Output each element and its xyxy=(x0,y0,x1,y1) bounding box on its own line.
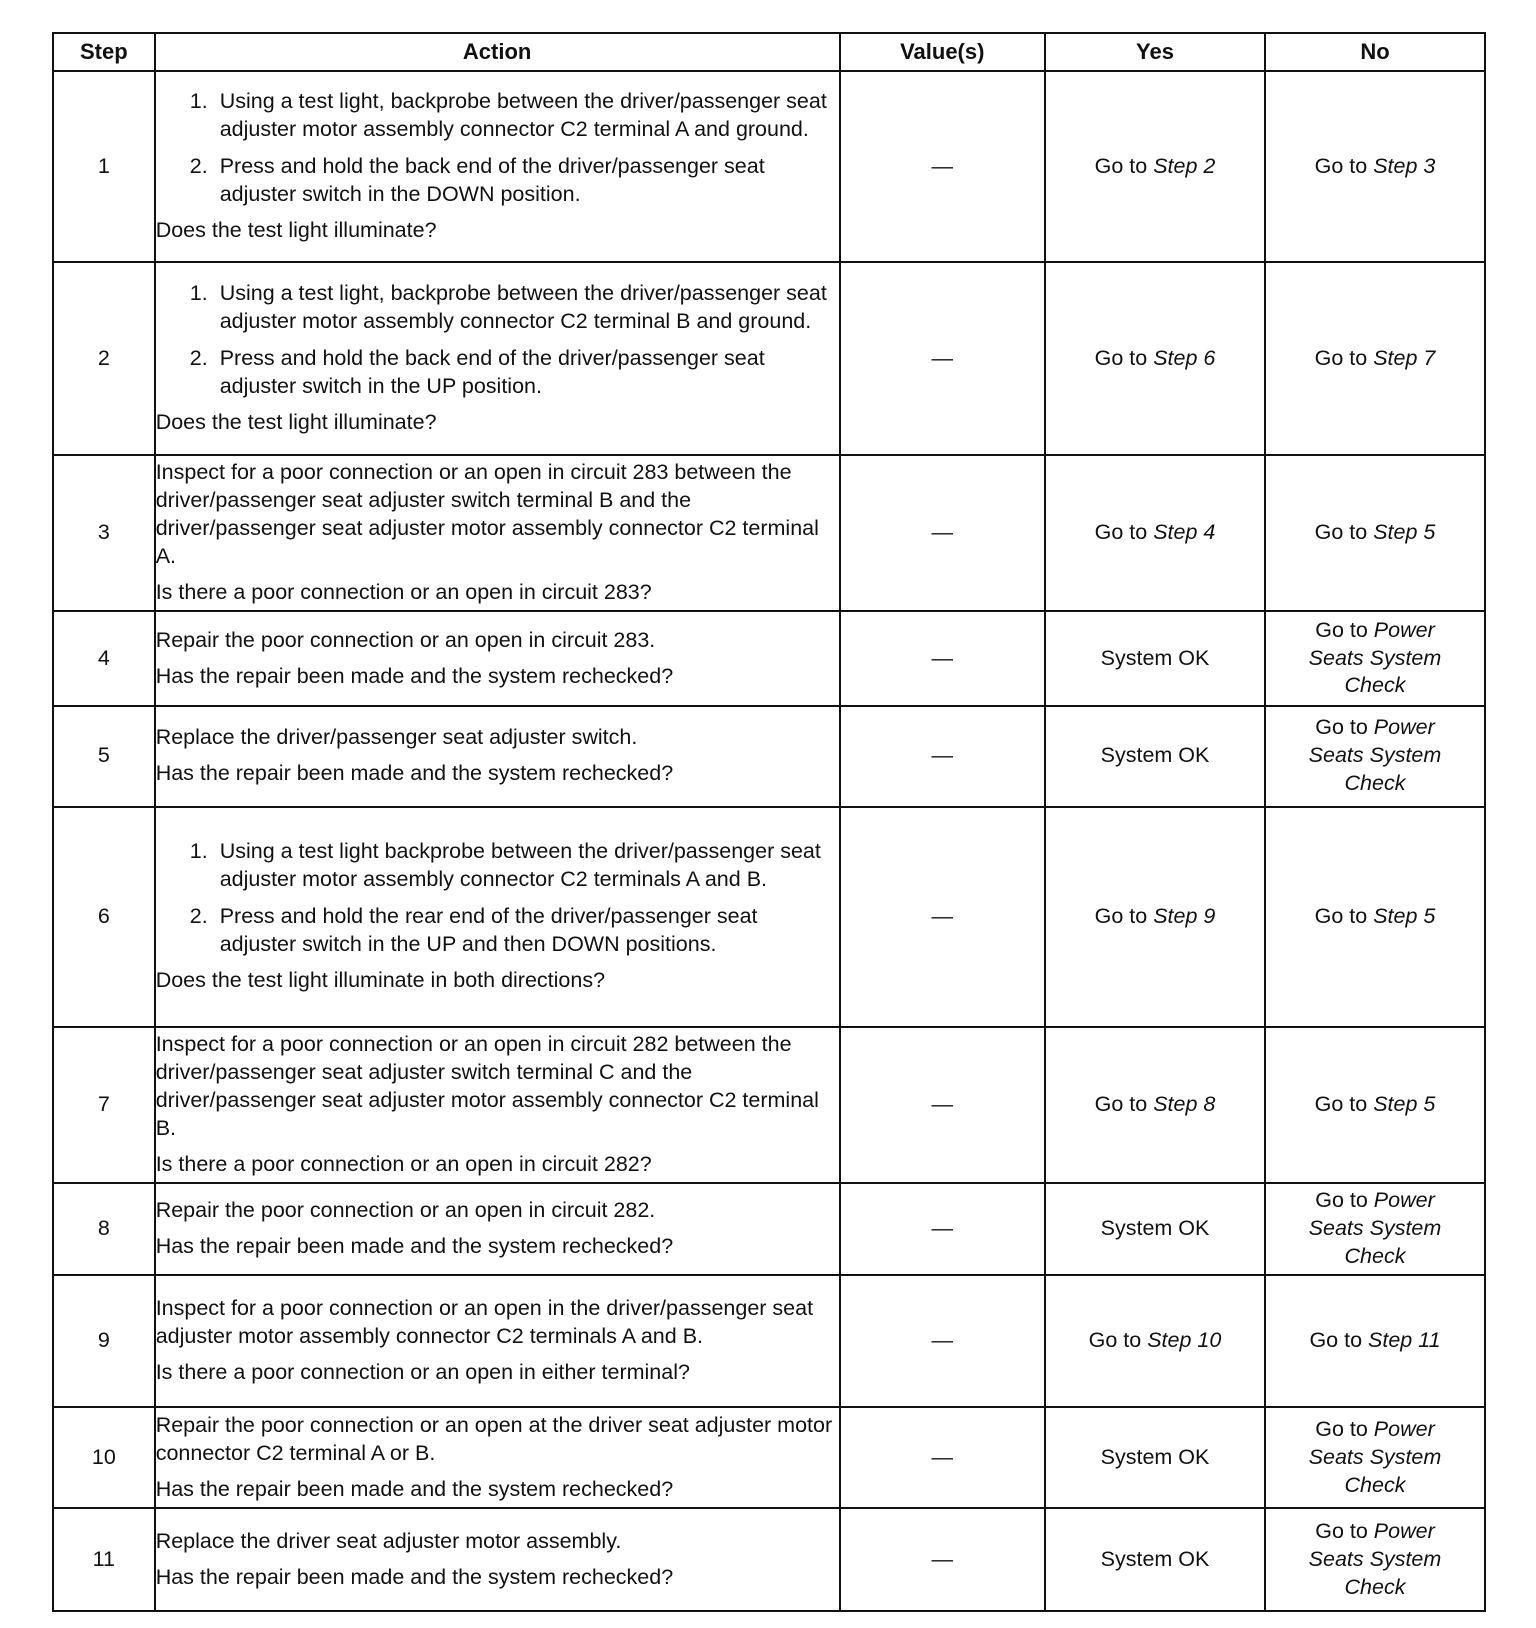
no-outcome-prefix: Go to xyxy=(1315,617,1368,642)
yes-outcome-prefix: Go to xyxy=(1094,153,1148,178)
header-values: Value(s) xyxy=(840,33,1045,71)
yes-cell xyxy=(1045,807,1265,1027)
action-instructions xyxy=(156,838,839,959)
no-cell xyxy=(1265,1275,1485,1407)
no-outcome-prefix: Go to xyxy=(1315,1188,1368,1213)
no-outcome-prefix: Go to xyxy=(1314,345,1368,370)
step-number: 11 xyxy=(53,1508,155,1611)
no-outcome-prefix: Go to xyxy=(1315,715,1368,740)
action-instruction: 2. Press and hold the back end of the driver/passenger seat adjuster switch in the DOWN position. xyxy=(214,153,839,209)
step-number: 5 xyxy=(53,706,155,807)
no-outcome-target: Step 11 xyxy=(1368,1328,1441,1353)
no-cell xyxy=(1265,1508,1485,1611)
value-dash: — xyxy=(931,153,954,178)
no-cell xyxy=(1265,455,1485,612)
yes-cell xyxy=(1045,1508,1265,1611)
action-cell xyxy=(155,455,840,612)
yes-outcome-prefix: Go to xyxy=(1094,903,1148,928)
action-text: Inspect for a poor connection or an open in the driver/passenger seat adjuster motor assembly connector C2 terminals A and B. xyxy=(155,1296,814,1349)
value-dash: — xyxy=(931,345,954,370)
no-outcome-target: Power Seats System Check xyxy=(1308,1518,1442,1599)
value-cell xyxy=(840,706,1045,807)
action-instructions xyxy=(156,280,839,401)
step-number: 9 xyxy=(53,1275,155,1407)
value-cell xyxy=(840,455,1045,612)
header-no: No xyxy=(1265,33,1485,71)
table-row xyxy=(53,262,1485,454)
table-body xyxy=(53,71,1485,1611)
no-cell xyxy=(1265,611,1485,705)
yes-outcome-target: Step 4 xyxy=(1153,520,1216,545)
value-dash: — xyxy=(931,645,954,670)
table-row xyxy=(53,71,1485,262)
action-question: Has the repair been made and the system rechecked? xyxy=(155,663,674,688)
no-outcome-target: Step 5 xyxy=(1373,903,1436,928)
value-cell xyxy=(840,1275,1045,1407)
yes-cell xyxy=(1045,1275,1265,1407)
yes-outcome-prefix: System OK xyxy=(1100,1444,1210,1469)
yes-outcome-prefix: Go to xyxy=(1094,345,1148,370)
action-cell xyxy=(155,807,840,1027)
header-yes: Yes xyxy=(1045,33,1265,71)
yes-outcome-prefix: Go to xyxy=(1094,1091,1148,1116)
action-cell xyxy=(155,1027,840,1184)
step-number: 3 xyxy=(53,455,155,612)
no-cell xyxy=(1265,807,1485,1027)
no-outcome-prefix: Go to xyxy=(1309,1328,1363,1353)
no-outcome-target: Step 5 xyxy=(1373,520,1436,545)
value-dash: — xyxy=(931,1091,954,1116)
no-outcome-prefix: Go to xyxy=(1314,520,1368,545)
action-question: Has the repair been made and the system rechecked? xyxy=(155,1564,674,1589)
no-outcome-prefix: Go to xyxy=(1314,903,1368,928)
action-question: Has the repair been made and the system rechecked? xyxy=(155,1234,674,1259)
action-cell xyxy=(155,611,840,705)
header-action: Action xyxy=(155,33,840,71)
action-text: Inspect for a poor connection or an open in circuit 283 between the driver/passenger seat adjuster switch terminal B and the driver/passenger seat adjuster motor assembly connector C2 terminal A. xyxy=(155,460,819,569)
action-instruction: 1. Using a test light, backprobe between the driver/passenger seat adjuster motor assembly connector C2 terminal B and ground. xyxy=(214,280,839,336)
action-cell xyxy=(155,262,840,454)
yes-outcome-prefix: System OK xyxy=(1100,743,1210,768)
yes-cell xyxy=(1045,71,1265,262)
action-text: Replace the driver seat adjuster motor assembly. xyxy=(155,1528,622,1553)
action-cell xyxy=(155,1183,840,1275)
action-text: Repair the poor connection or an open at the driver seat adjuster motor connector C2 terminal A or B. xyxy=(155,1412,833,1465)
no-outcome-target: Step 5 xyxy=(1373,1091,1436,1116)
diagnostic-table xyxy=(52,32,1486,1612)
yes-cell xyxy=(1045,1027,1265,1184)
action-cell xyxy=(155,1407,840,1508)
value-cell xyxy=(840,262,1045,454)
action-cell xyxy=(155,706,840,807)
no-cell xyxy=(1265,1183,1485,1275)
value-cell xyxy=(840,1508,1045,1611)
action-instruction: 1. Using a test light, backprobe between the driver/passenger seat adjuster motor assembly connector C2 terminal A and ground. xyxy=(214,88,839,144)
action-text: Inspect for a poor connection or an open in circuit 282 between the driver/passenger seat adjuster switch terminal C and the driver/passenger seat adjuster motor assembly connector C2 terminal B. xyxy=(155,1032,819,1140)
yes-cell xyxy=(1045,706,1265,807)
yes-cell xyxy=(1045,262,1265,454)
action-question: Does the test light illuminate? xyxy=(155,409,437,434)
yes-outcome-target: Step 6 xyxy=(1153,345,1216,370)
action-text: Repair the poor connection or an open in circuit 283. xyxy=(155,627,656,652)
table-row xyxy=(53,807,1485,1027)
action-question: Is there a poor connection or an open in circuit 282? xyxy=(155,1151,652,1176)
value-cell xyxy=(840,71,1045,262)
no-outcome-prefix: Go to xyxy=(1314,1091,1368,1116)
header-row xyxy=(53,33,1485,71)
value-dash: — xyxy=(931,1546,954,1571)
yes-outcome-target: Step 8 xyxy=(1153,1091,1216,1116)
no-outcome-prefix: Go to xyxy=(1314,153,1368,178)
no-cell xyxy=(1265,706,1485,807)
action-question: Has the repair been made and the system rechecked? xyxy=(155,1476,674,1501)
action-instruction: 2. Press and hold the rear end of the driver/passenger seat adjuster switch in the UP and then DOWN positions. xyxy=(214,903,839,959)
action-question: Is there a poor connection or an open in either terminal? xyxy=(155,1360,690,1385)
table-row xyxy=(53,1508,1485,1611)
yes-cell xyxy=(1045,611,1265,705)
value-cell xyxy=(840,1183,1045,1275)
no-outcome-target: Step 3 xyxy=(1373,153,1436,178)
step-number: 2 xyxy=(53,262,155,454)
action-cell xyxy=(155,71,840,262)
step-number: 10 xyxy=(53,1407,155,1508)
action-instructions xyxy=(156,88,839,209)
no-outcome-prefix: Go to xyxy=(1315,1518,1368,1543)
yes-outcome-target: Step 9 xyxy=(1153,903,1216,928)
value-dash: — xyxy=(931,1444,954,1469)
yes-outcome-prefix: System OK xyxy=(1100,1216,1210,1241)
yes-cell xyxy=(1045,1183,1265,1275)
action-cell xyxy=(155,1508,840,1611)
action-cell xyxy=(155,1275,840,1407)
value-dash: — xyxy=(931,520,954,545)
action-text: Replace the driver/passenger seat adjuster switch. xyxy=(155,725,638,750)
no-outcome-target: Power Seats System Check xyxy=(1308,617,1442,698)
table-row xyxy=(53,611,1485,705)
yes-outcome-target: Step 2 xyxy=(1153,153,1216,178)
table-row xyxy=(53,706,1485,807)
header-step: Step xyxy=(53,33,155,71)
no-outcome-target: Power Seats System Check xyxy=(1308,715,1442,796)
action-question: Does the test light illuminate? xyxy=(155,218,437,243)
table-row xyxy=(53,455,1485,612)
no-cell xyxy=(1265,71,1485,262)
step-number: 6 xyxy=(53,807,155,1027)
action-instruction: 2. Press and hold the back end of the driver/passenger seat adjuster switch in the UP position. xyxy=(214,345,839,401)
yes-outcome-prefix: Go to xyxy=(1088,1328,1142,1353)
no-outcome-target: Power Seats System Check xyxy=(1308,1188,1442,1269)
step-number: 7 xyxy=(53,1027,155,1184)
value-dash: — xyxy=(931,1328,954,1353)
yes-cell xyxy=(1045,455,1265,612)
action-question: Is there a poor connection or an open in circuit 283? xyxy=(155,579,652,604)
no-cell xyxy=(1265,262,1485,454)
no-cell xyxy=(1265,1027,1485,1184)
value-cell xyxy=(840,807,1045,1027)
step-number: 8 xyxy=(53,1183,155,1275)
action-question: Has the repair been made and the system rechecked? xyxy=(155,761,674,786)
yes-outcome-prefix: System OK xyxy=(1100,1546,1210,1571)
no-outcome-target: Power Seats System Check xyxy=(1308,1416,1442,1497)
table-row xyxy=(53,1275,1485,1407)
action-question: Does the test light illuminate in both directions? xyxy=(155,968,606,993)
value-dash: — xyxy=(931,903,954,928)
value-cell xyxy=(840,1407,1045,1508)
yes-outcome-prefix: Go to xyxy=(1094,520,1148,545)
value-cell xyxy=(840,611,1045,705)
step-number: 4 xyxy=(53,611,155,705)
action-instruction: 1. Using a test light backprobe between the driver/passenger seat adjuster motor assembly connector C2 terminals A and B. xyxy=(214,838,839,894)
yes-outcome-prefix: System OK xyxy=(1100,645,1210,670)
value-dash: — xyxy=(931,1216,954,1241)
table-row xyxy=(53,1407,1485,1508)
table-row xyxy=(53,1183,1485,1275)
yes-cell xyxy=(1045,1407,1265,1508)
yes-outcome-target: Step 10 xyxy=(1147,1328,1222,1353)
no-outcome-target: Step 7 xyxy=(1373,345,1436,370)
value-dash: — xyxy=(931,743,954,768)
no-outcome-prefix: Go to xyxy=(1315,1416,1368,1441)
action-text: Repair the poor connection or an open in circuit 282. xyxy=(155,1198,656,1223)
no-cell xyxy=(1265,1407,1485,1508)
value-cell xyxy=(840,1027,1045,1184)
table-row xyxy=(53,1027,1485,1184)
step-number: 1 xyxy=(53,71,155,262)
